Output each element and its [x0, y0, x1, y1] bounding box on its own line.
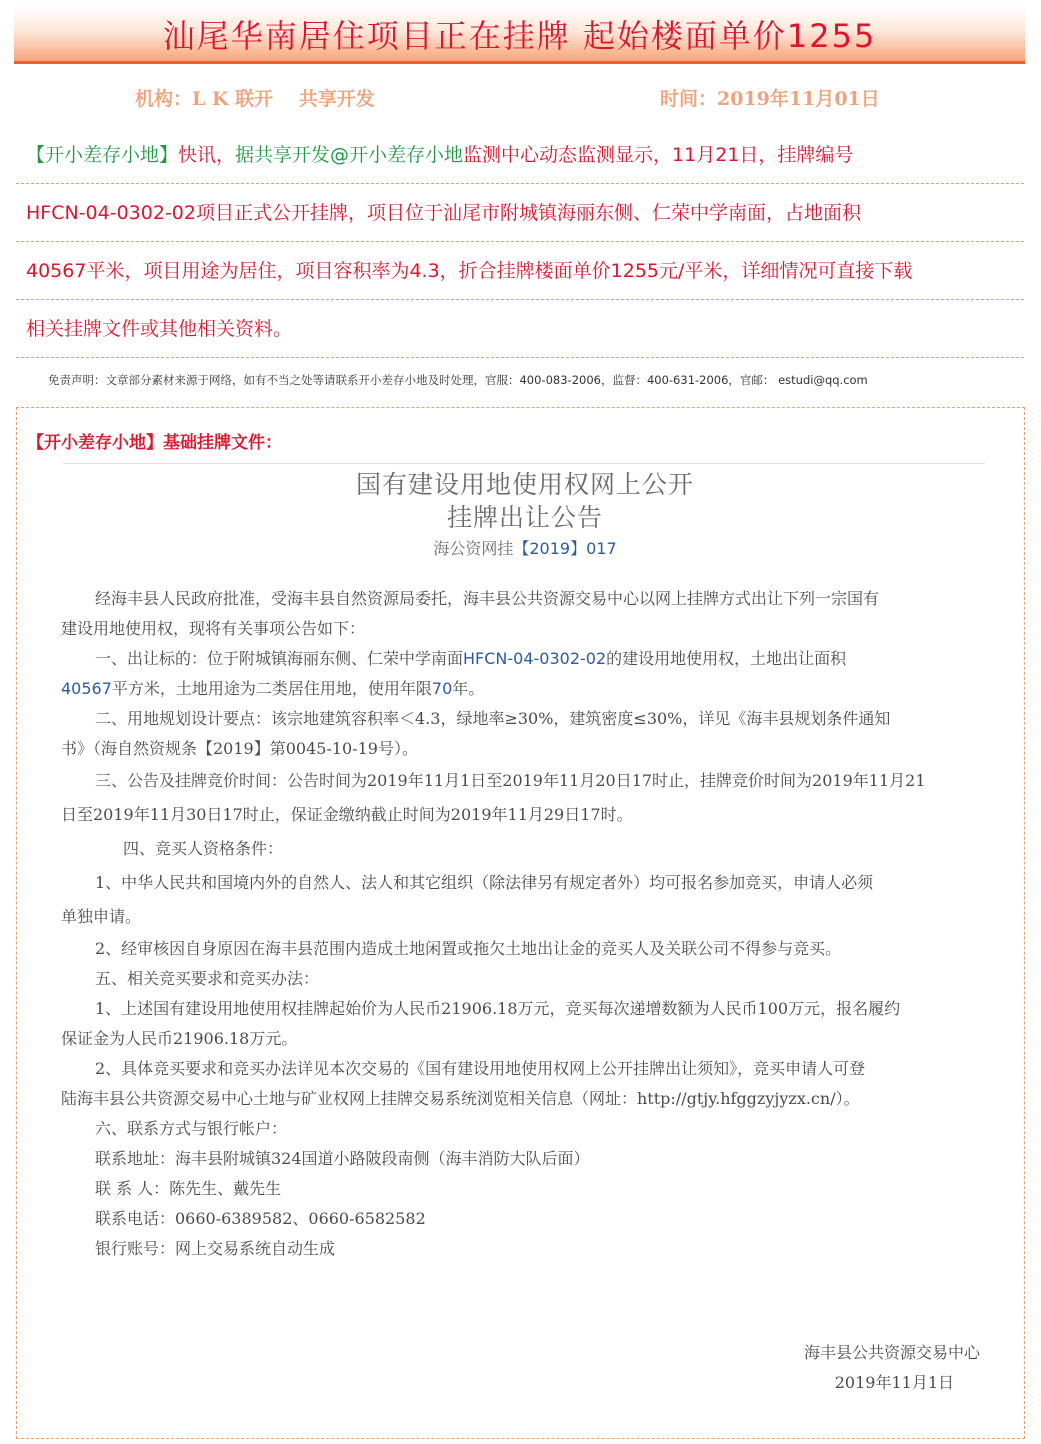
- paragraph: 2、经审核因自身原因在海丰县范围内造成土地闲置或拖欠土地出让金的竞买人及关联公司不得参与竞买。: [95, 939, 842, 958]
- contact-address: 联系地址：海丰县附城镇324国道小路陂段南侧（海丰消防大队后面）: [95, 1149, 590, 1168]
- paragraph: 五、相关竞买要求和竞买办法：: [95, 969, 320, 988]
- meta-time: 时间：2019年11月01日: [660, 88, 880, 110]
- intro-line: HFCN-04-0302-02项目正式公开挂牌，项目位于汕尾市附城镇海丽东侧、仁荣中学南面，占地面积: [16, 184, 1024, 242]
- paragraph: 六、联系方式与银行帐户：: [95, 1119, 288, 1138]
- paragraph: 一、出让标的：位于附城镇海丽东侧、仁荣中学南面HFCN-04-0302-02的建设用地使用权，土地出让面积: [95, 649, 847, 668]
- paragraph: 1、中华人民共和国境内外的自然人、法人和其它组织（除法律另有规定者外）均可报名参加竞买，申请人必须: [95, 873, 874, 892]
- intro-paragraph: [16, 126, 1024, 358]
- announcement-number: 海公资网挂【2019】017: [433, 539, 617, 558]
- intro-brand: 据共享开发@开小差存小地: [235, 144, 464, 166]
- paragraph: 四、竞买人资格条件：: [123, 839, 284, 858]
- contact-phone: 联系电话：0660-6389582、0660-6582582: [95, 1209, 426, 1228]
- page-title: 汕尾华南居住项目正在挂牌 起始楼面单价1255: [162, 16, 877, 55]
- contact-person: 联 系 人：陈先生、戴先生: [95, 1179, 282, 1198]
- paragraph: 经海丰县人民政府批准，受海丰县自然资源局委托，海丰县公共资源交易中心以网上挂牌方式出让下列一宗国有: [95, 589, 880, 608]
- paragraph: 三、公告及挂牌竞价时间：公告时间为2019年11月1日至2019年11月20日17时止，挂牌竞价时间为2019年11月21: [95, 771, 926, 790]
- paragraph: 书》（海自然资规条【2019】第0045-10-19号）。: [61, 739, 418, 758]
- paragraph: 日至2019年11月30日17时止，保证金缴纳截止时间为2019年11月29日17时。: [61, 805, 633, 824]
- meta-organization: 机构：L K 联开 共享开发: [135, 88, 375, 110]
- intro-text: 监测中心动态监测显示，11月21日，挂牌编号: [463, 144, 854, 166]
- paragraph: 二、用地规划设计要点：该宗地建筑容积率＜4.3，绿地率≥30%，建筑密度≤30%，详见《海丰县规划条件通知: [95, 709, 891, 728]
- paragraph: 保证金为人民币21906.18万元。: [61, 1029, 298, 1048]
- intro-line: [16, 126, 1024, 184]
- paragraph: 陆海丰县公共资源交易中心土地与矿业权网上挂牌交易系统浏览相关信息（网址：http://gtjy.hfggzyjyzx.cn/）。: [61, 1089, 860, 1108]
- paragraph: 1、上述国有建设用地使用权挂牌起始价为人民币21906.18万元，竞买每次递增数额为人民币100万元，报名履约: [95, 999, 901, 1018]
- intro-tag: 【开小差存小地】: [26, 144, 179, 166]
- header-banner: [14, 6, 1025, 64]
- document-box: [16, 407, 1025, 1439]
- paragraph: 40567平方米，土地用途为二类居住用地，使用年限70年。: [61, 679, 485, 698]
- signature-organization: 海丰县公共资源交易中心: [803, 1343, 980, 1362]
- announcement-document: [61, 468, 989, 1264]
- announcement-subtitle: 挂牌出让公告: [446, 503, 603, 532]
- document-box-title: 【开小差存小地】基础挂牌文件：: [27, 433, 282, 453]
- paragraph: 建设用地使用权，现将有关事项公告如下：: [61, 619, 366, 638]
- announcement-title: 国有建设用地使用权网上公开: [355, 470, 694, 499]
- disclaimer: 免责声明：文章部分素材来源于网络，如有不当之处等请联系开小差存小地及时处理，官服：400-083-2006，监督：400-631-2006，官邮： estudi@qq.com: [48, 373, 868, 387]
- paragraph: 2、具体竞买要求和竞买办法详见本次交易的《国有建设用地使用权网上公开挂牌出让须知》，竞买申请人可登: [95, 1059, 866, 1078]
- intro-line: 40567平米，项目用途为居住，项目容积率为4.3，折合挂牌楼面单价1255元/平米，详细情况可直接下载: [16, 242, 1024, 300]
- signature-date: 2019年11月1日: [834, 1373, 954, 1392]
- divider: [63, 463, 985, 464]
- paragraph: 单独申请。: [61, 907, 142, 926]
- bank-account: 银行账号：网上交易系统自动生成: [95, 1239, 336, 1258]
- meta-row: [0, 84, 1041, 110]
- intro-line: 相关挂牌文件或其他相关资料。: [16, 300, 1024, 358]
- intro-text: 快讯，: [178, 144, 236, 166]
